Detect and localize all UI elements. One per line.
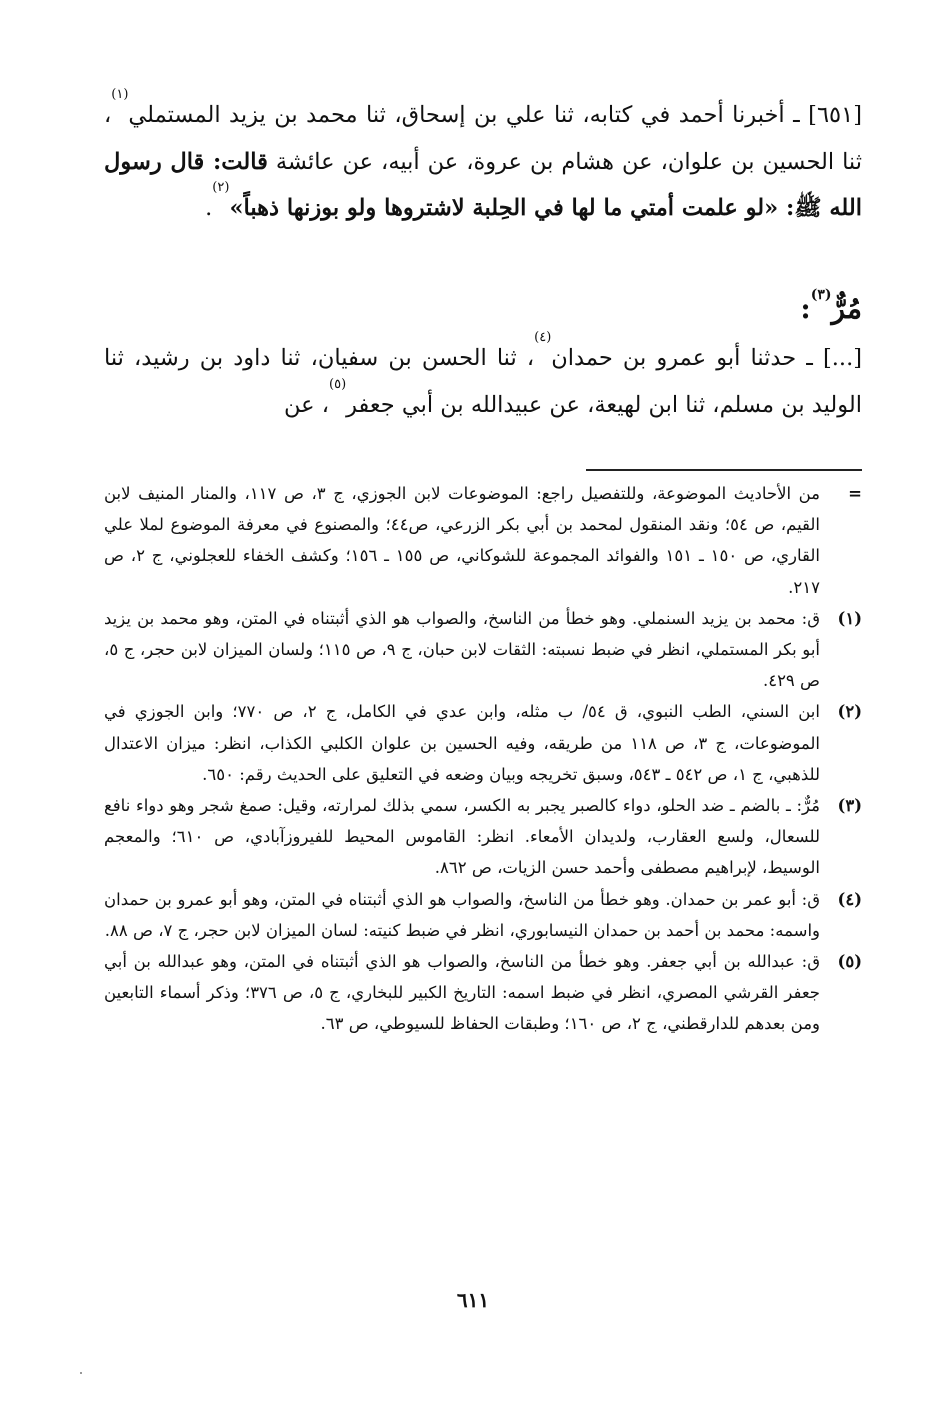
footnote-divider (586, 469, 862, 471)
footnote-5 (104, 946, 862, 1040)
hadith-next-number: [...] (822, 345, 862, 371)
hadith-next-intro: ـ حدثنا أبو عمرو بن حمدان (551, 345, 823, 371)
hadith-651-text (104, 87, 862, 232)
footnote-3 (104, 790, 862, 884)
footnote-text: ق: محمد بن يزيد السنملي. وهو خطأ من الناسخ، والصواب هو الذي أثبتناه في المتن، وهو محمد بن يزيد أبو بكر المستملي، انظر في ضبط نسبته: الثقات لابن حبان، ج ٩، ص ١١٥؛ ولسان الميزان لابن حجر، ج ٥، ص ٤٢٩. (104, 608, 820, 691)
hadith-intro: ـ أخبرنا أحمد في كتابه، ثنا علي بن إسحاق، ثنا محمد بن يزيد المستملي (128, 102, 809, 128)
hadith-chain: ، ثنا الحسين بن علوان، عن هشام بن عروة، عن أبيه، عن عائشة (104, 102, 862, 175)
footnote-mark: (٤) (837, 889, 862, 909)
footnote-1 (104, 603, 862, 697)
footnote-ref-1: (١) (111, 87, 129, 102)
footnote-4 (104, 884, 862, 946)
hadith-end: . (205, 195, 213, 221)
hadith-next-chain: ، ثنا الحسن بن سفيان، ثنا داود بن رشيد، ثنا الوليد بن مسلم، ثنا ابن لهيعة، عن عبيدالله بن أبي جعفر (104, 345, 862, 418)
footnote-ref-4: (٤) (534, 330, 552, 345)
footnote-text: ق: أبو عمر بن حمدان. وهو خطأ من الناسخ، والصواب هو الذي أثبتناه في المتن، وهو أبو عمرو بن حمدان واسمه: محمد بن أحمد بن حمدان النيسابوري، انظر في ضبط كنيته: لسان الميزان لابن حجر، ج ٧، ص ٨٨. (104, 889, 820, 940)
hadith-matn: قالت: قال رسول الله ﷺ: «لو علمت أمتي ما لها في الحِلبة لاشتروها ولو بوزنها ذهباً» (104, 148, 862, 221)
hadith-next (104, 330, 862, 428)
footnote-continued (104, 478, 862, 603)
section-heading (800, 287, 862, 325)
footnote-text: من الأحاديث الموضوعة، وللتفصيل راجع: الموضوعات لابن الجوزي، ج ٣، ص ١١٧، والمنار المنيف لابن القيم، ص ٥٤؛ ونقد المنقول لمحمد بن أبي بكر الزرعي، ص٤٤؛ والمصنوع في معرفة الموضوع لملا علي القاري، ص ١٥٠ ـ ١٥١ والفوائد المجموعة للشوكاني، ص ١٥٥ ـ ١٥٦؛ وكشف الخفاء للعجلوني، ج ٢، ص ٢١٧. (104, 484, 821, 597)
hadith-number: [٦٥١] (808, 102, 862, 128)
hadith-651 (104, 87, 862, 232)
footnote-mark: (٢) (837, 702, 862, 722)
hadith-next-text (104, 330, 862, 428)
footnote-ref-3: (٣) (810, 287, 832, 303)
footnote-mark: (٣) (837, 796, 862, 816)
footnote-ref-5: (٥) (329, 376, 347, 392)
hadith-next-end: ، عن (284, 391, 329, 418)
scan-speck (80, 1372, 82, 1374)
footnotes (104, 478, 862, 1040)
heading-colon: : (800, 292, 811, 325)
footnote-text: ابن السني، الطب النبوي، ق ٥٤/ ب مثله، وابن عدي في الكامل، ج ٢، ص ٧٧٠؛ وابن الجوزي في الموضوعات، ج ٣، ص ١١٨ من طريقه، وفيه الحسين بن علوان الكلبي الكذاب، انظر: ميزان الاعتدال للذهبي، ج ١، ص ٥٤٢ ـ ٥٤٣، وسبق تخريجه وبيان وضعه في التعليق على الحديث رقم: ٦٥٠. (104, 702, 820, 784)
footnote-mark: = (848, 484, 862, 503)
footnote-text: مُرٌّ: ـ بالضم ـ ضد الحلو، دواء كالصبر يجبر به الكسر، سمي بذلك لمرارته، وقيل: صمغ شجر وهو دواء نافع للسعال، ولسع العقارب، ولديدان الأمعاء. انظر: القاموس المحيط للفيروزآبادي، ص ٦١٠؛ والمعجم الوسيط، لإبراهيم مصطفى وأحمد حسن الزيات، ص ٨٦٢. (104, 796, 820, 878)
footnote-mark: (١) (837, 608, 862, 628)
heading-title: مُرٌّ (831, 292, 862, 325)
page-number: ٦١١ (456, 1288, 490, 1312)
footnote-2 (104, 696, 862, 790)
footnote-mark: (٥) (837, 952, 862, 972)
footnote-ref-2: (٢) (212, 180, 230, 195)
footnote-text: ق: عبدالله بن أبي جعفر. وهو خطأ من الناسخ، والصواب هو الذي أثبتناه في المتن، وهو عبدالله بن أبي جعفر القرشي المصري، انظر في ضبط اسمه: التاريخ الكبير للبخاري، ج ٥، ص ٣٧٦؛ وذكر أسماء التابعين ومن بعدهم للدارقطني، ج ٢، ص ١٦٠؛ وطبقات الحفاظ للسيوطي، ص ٦٣. (104, 952, 820, 1034)
